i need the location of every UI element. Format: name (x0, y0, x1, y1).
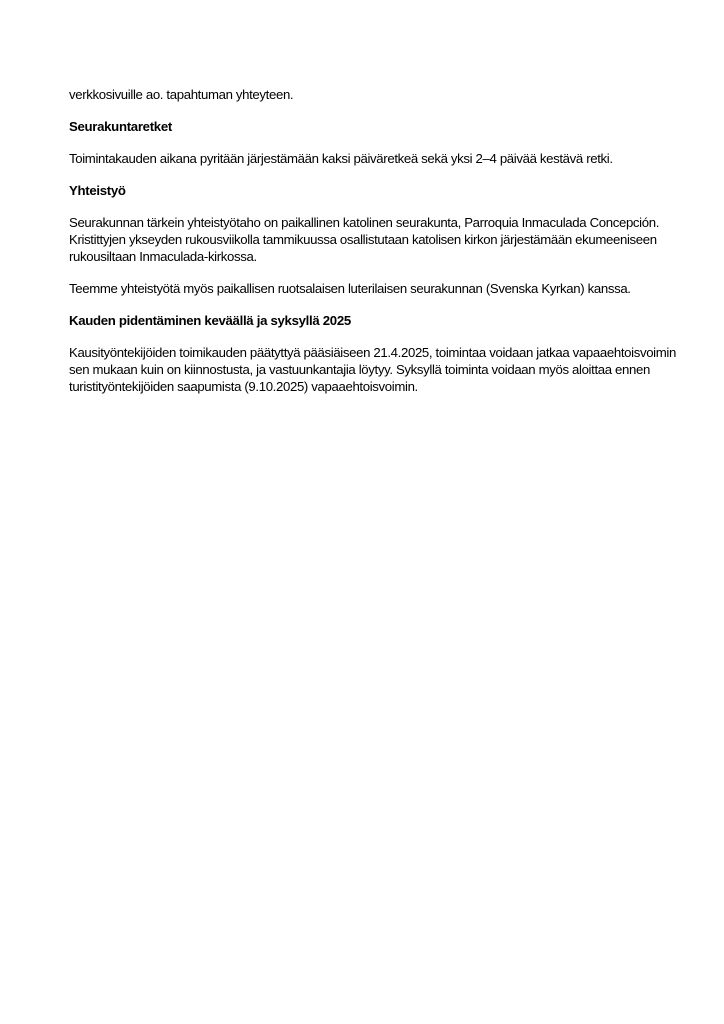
section-heading-kauden-pidentaminen: Kauden pidentäminen keväällä ja syksyllä 2025 (69, 313, 351, 328)
text-line: sen mukaan kuin on kiinnostusta, ja vastuunkantajia löytyy. Syksyllä toiminta voidaan myös aloittaa ennen (69, 362, 650, 377)
paragraph-yhteistyo-svenska (69, 280, 669, 297)
text-line: Kristittyjen ykseyden rukousviikolla tammikuussa osallistutaan katolisen kirkon järjestämään ekumeeniseen (69, 232, 657, 247)
text-line: Toimintakauden aikana pyritään järjestämään kaksi päiväretkeä sekä yksi 2–4 päivää kestävä retki. (69, 151, 613, 166)
paragraph-kauden-pidentaminen (69, 344, 676, 395)
text-line: Seurakunnan tärkein yhteistyötaho on paikallinen katolinen seurakunta, Parroquia Inmaculada Concepción. (69, 215, 660, 230)
paragraph-yhteistyo-main (69, 214, 669, 265)
paragraph-retket (69, 150, 669, 167)
section-heading-seurakuntaretket: Seurakuntaretket (69, 119, 172, 134)
intro-paragraph (69, 86, 669, 103)
text-line: Teemme yhteistyötä myös paikallisen ruotsalaisen luterilaisen seurakunnan (Svenska Kyrkan) kanssa. (69, 281, 631, 296)
text-line: verkkosivuille ao. tapahtuman yhteyteen. (69, 87, 294, 102)
text-line: rukousiltaan Inmaculada-kirkossa. (69, 249, 257, 264)
text-line: Kausityöntekijöiden toimikauden päätyttyä pääsiäiseen 21.4.2025, toimintaa voidaan jatkaa vapaaehtoisvoimin (69, 345, 676, 360)
text-line: turistityöntekijöiden saapumista (9.10.2025) vapaaehtoisvoimin. (69, 379, 418, 394)
section-heading-yhteistyo: Yhteistyö (69, 183, 126, 198)
document-body (69, 86, 676, 395)
